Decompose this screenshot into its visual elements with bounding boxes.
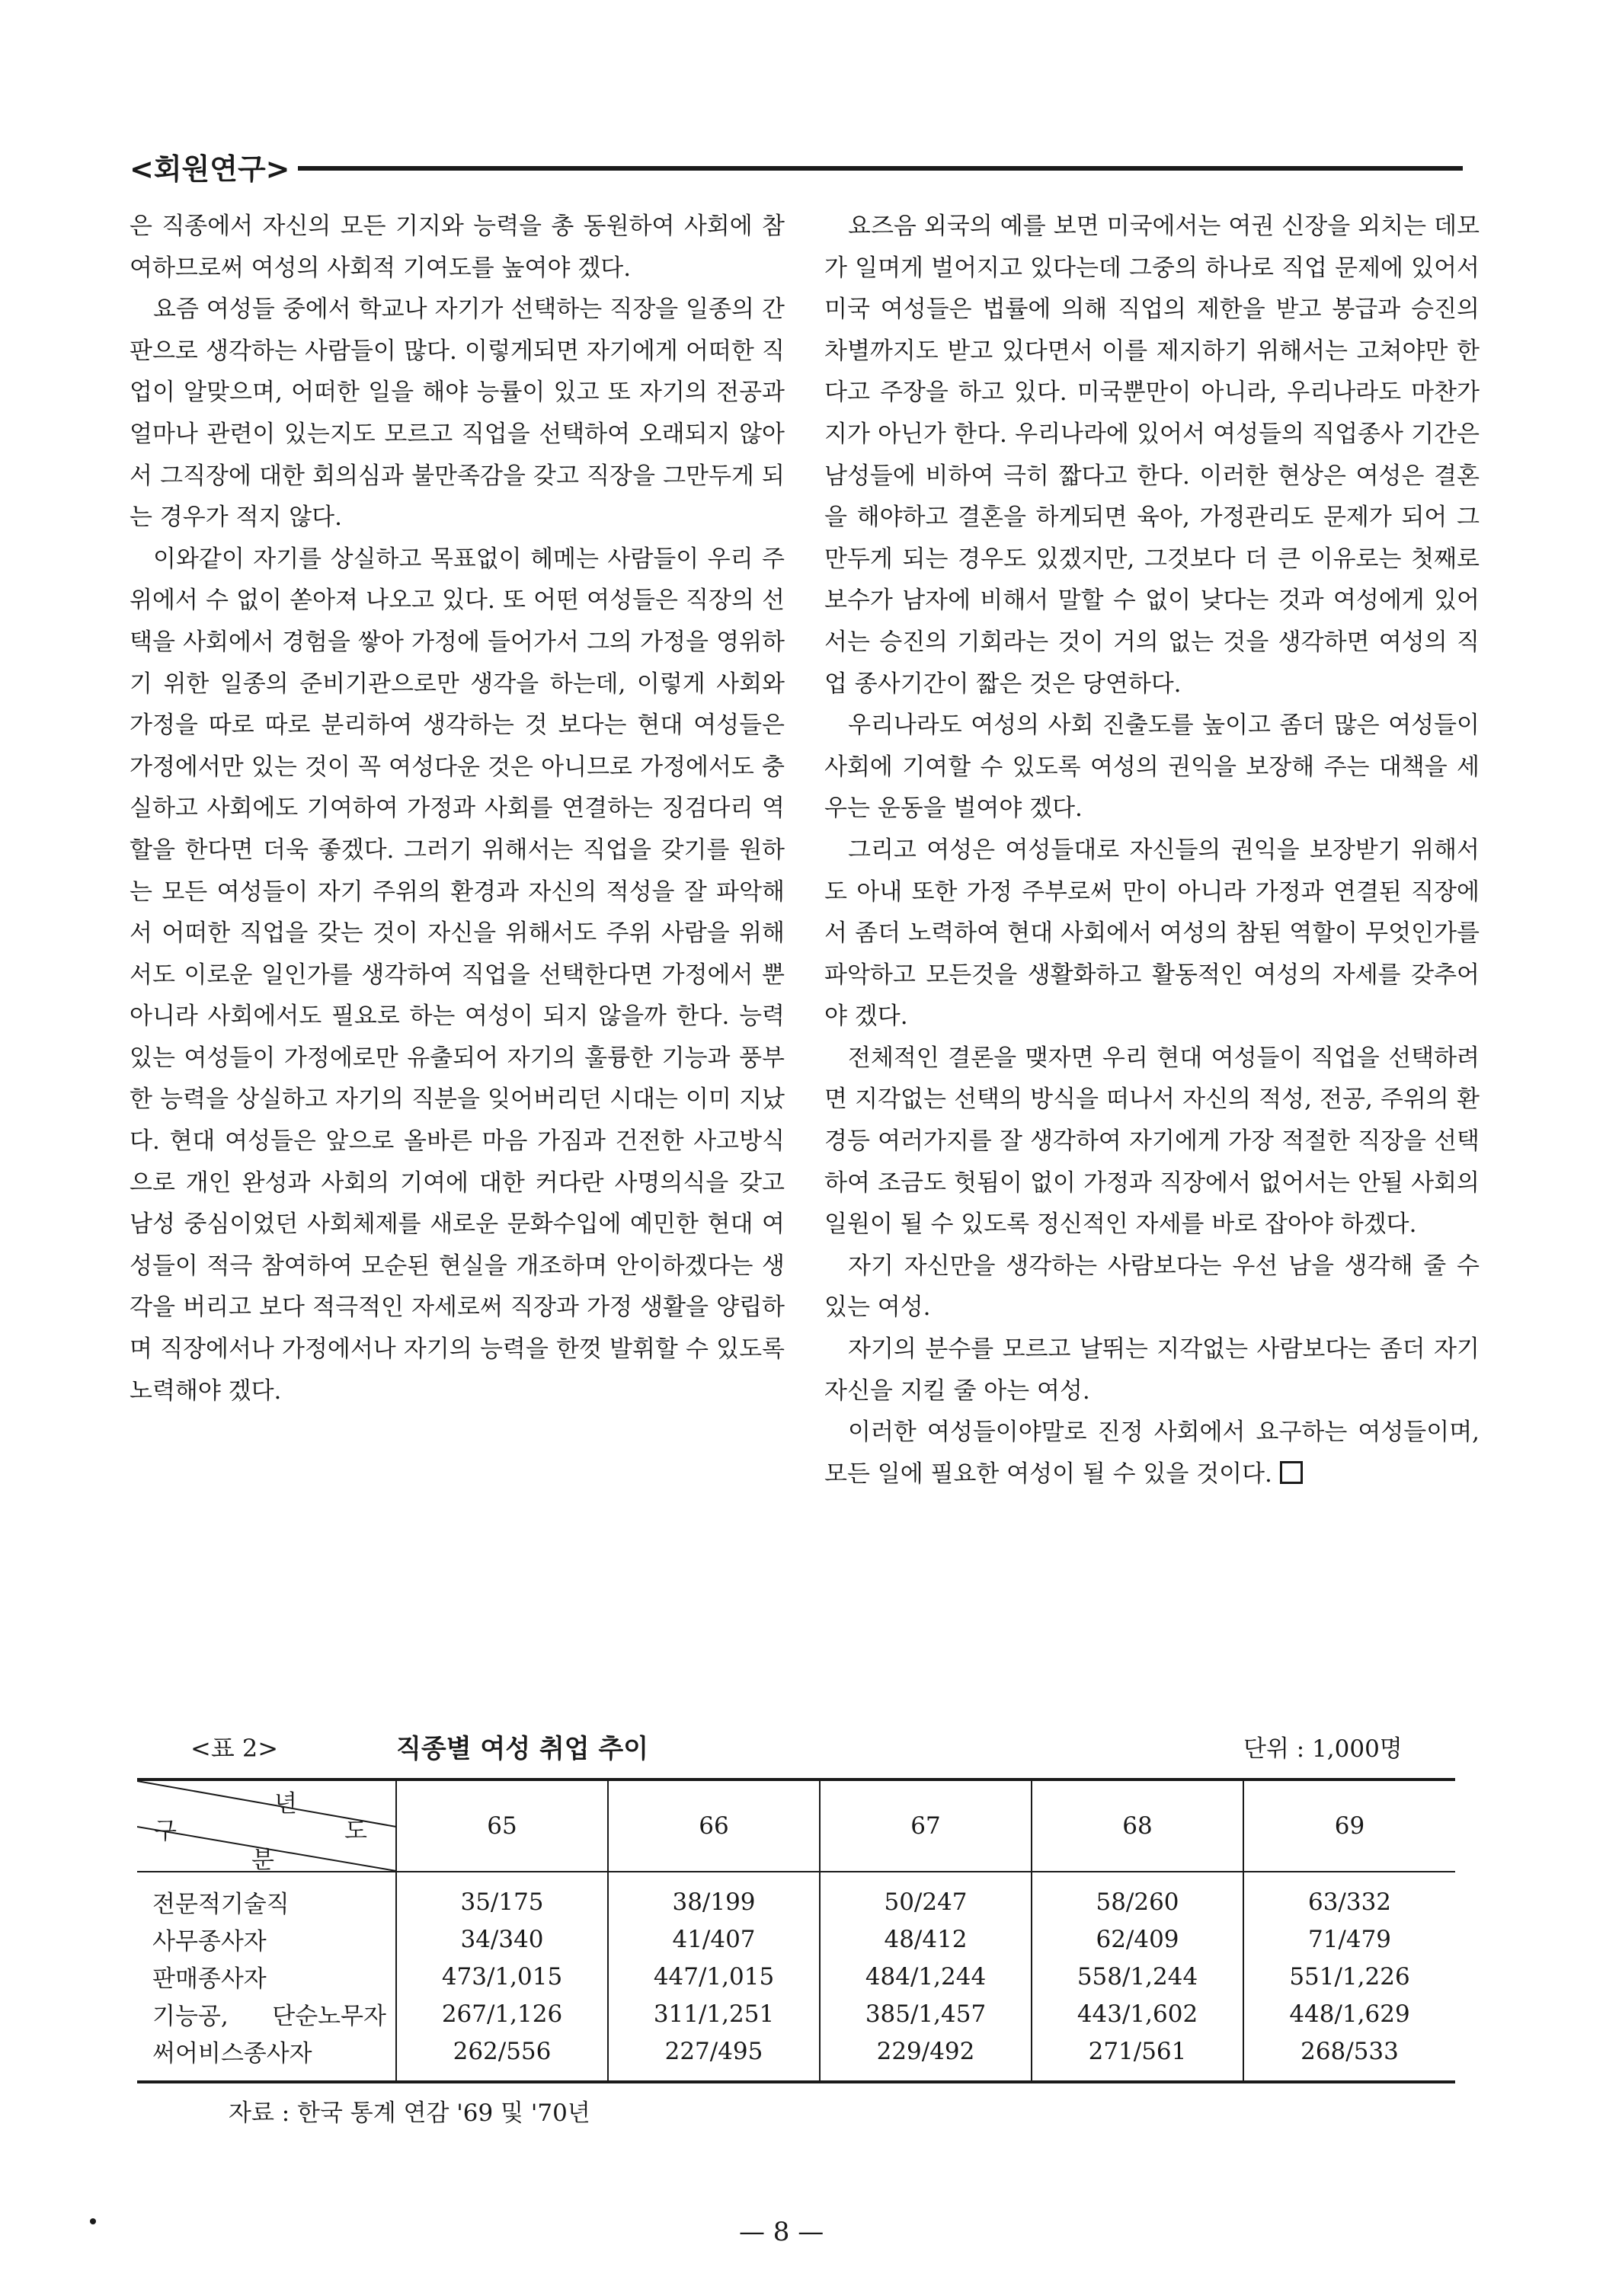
section-label: <회원연구>: [130, 152, 290, 186]
corner-label-top: 년: [274, 1790, 297, 1818]
paragraph: [824, 1412, 1480, 1495]
table-cell: 71/479: [1243, 1920, 1455, 1958]
paragraph: 전체적인 결론을 맺자면 우리 현대 여성들이 직업을 선택하려면 지각없는 선택의 방식을 떠나서 자신의 적성, 전공, 주위의 환경등 여러가지를 잘 생각하여 자기에게 가장 적절한 직장을 선택하여 조금도 헛됨이 없이 가정과 직장에서 없어서는 안될 사회의 일원이 될 수 있도록 정신적인 자세를 바로 잡아야 하겠다.: [824, 1044, 1480, 1239]
table-source: 자료 : 한국 통계 연감 '69 및 '70년: [229, 2099, 590, 2127]
table-cell: 58/260: [1032, 1872, 1243, 1920]
paragraph: 은 직종에서 자신의 모든 기지와 능력을 총 동원하여 사회에 참여하므로써 여성의 사회적 기여도를 높여야 겠다.: [130, 213, 785, 282]
page-number: — 8 —: [739, 2217, 824, 2247]
row-label: 판매종사자: [152, 1965, 267, 1993]
table-cell: 50/247: [820, 1872, 1032, 1920]
table-cell: 63/332: [1243, 1872, 1455, 1920]
table-corner-cell: [137, 1780, 396, 1872]
table-cell: 38/199: [608, 1872, 820, 1920]
paragraph: 그리고 여성은 여성들대로 자신들의 권익을 보장받기 위해서도 아내 또한 가정 주부로써 만이 아니라 가정과 연결된 직장에서 좀더 노력하여 현대 사회에서 여성의 참된 역할이 무엇인가를 파악하고 모든것을 생활화하고 활동적인 여성의 자세를 갖추어야 겠다.: [824, 836, 1480, 1031]
table-cell: 558/1,244: [1032, 1958, 1243, 1995]
paragraph: 요즈음 외국의 예를 보면 미국에서는 여권 신장을 외치는 데모가 일며게 벌어지고 있다는데 그중의 하나로 직업 문제에 있어서 미국 여성들은 법률에 의해 직업의 제한을 받고 봉급과 승진의 차별까지도 받고 있다면서 이를 제지하기 위해서는 고쳐야만 한다고 주장을 하고 있다. 미국뿐만이 아니라, 우리나라도 마찬가지가 아닌가 한다. 우리나라에 있어서 여성들의 직업종사 기간은 남성들에 비하여 극히 짧다고 한다. 이러한 현상은 여성은 결혼을 해야하고 결혼을 하게되면 육아, 가정관리도 문제가 되어 그만두게 되는 경우도 있겠지만, 그것보다 더 큰 이유로는 첫째로 보수가 남자에 비해서 말할 수 없이 낮다는 것과 여성에게 있어서는 승진의 기회라는 것이 거의 없는 것을 생각하면 여성의 직업 종사기간이 짧은 것은 당연하다.: [824, 213, 1480, 698]
year-header: 67: [820, 1780, 1032, 1872]
row-label: 전문적기술직: [152, 1891, 290, 1918]
row-label: 사무종사자: [152, 1928, 267, 1955]
table-cell: 385/1,457: [820, 1995, 1032, 2032]
table-cell: 229/492: [820, 2032, 1032, 2082]
right-column: [824, 206, 1480, 1495]
year-header: 68: [1032, 1780, 1243, 1872]
table-cell: 473/1,015: [396, 1958, 608, 1995]
table-cell: 34/340: [396, 1920, 608, 1958]
table-cell: 484/1,244: [820, 1958, 1032, 1995]
end-mark-square-icon: [1280, 1461, 1303, 1484]
closing-paragraph-text: 이러한 여성들이야말로 진정 사회에서 요구하는 여성들이며, 모든 일에 필요한 여성이 될 수 있을 것이다.: [824, 1418, 1480, 1488]
paragraph: 이와같이 자기를 상실하고 목표없이 헤메는 사람들이 우리 주위에서 수 없이 쏟아져 나오고 있다. 또 어떤 여성들은 직장의 선택을 사회에서 경험을 쌓아 가정에 들어가서 그의 가정을 영위하기 위한 일종의 준비기관으로만 생각을 하는데, 이렇게 사회와 가정을 따로 따로 분리하여 생각하는 것 보다는 현대 여성들은 가정에서만 있는 것이 꼭 여성다운 것은 아니므로 가정에서도 충실하고 사회에도 기여하여 가정과 사회를 연결하는 징검다리 역할을 한다면 더욱 좋겠다. 그러기 위해서는 직업을 갖기를 원하는 모든 여성들이 자기 주위의 환경과 자신의 적성을 잘 파악해서 어떠한 직업을 갖는 것이 자신을 위해서도 주위 사람을 위해서도 이로운 일인가를 생각하여 직업을 선택한다면 가정에서 뿐 아니라 사회에서도 필요로 하는 여성이 되지 않을까 한다. 능력있는 여성들이 가정에로만 유출되어 자기의 훌륭한 기능과 풍부한 능력을 상실하고 자기의 직분을 잊어버리던 시대는 이미 지났다. 현대 여성들은 앞으로 올바른 마음 가짐과 건전한 사고방식으로 개인 완성과 사회의 기여에 대한 커다란 사명의식을 갖고 남성 중심이었던 사회체제를 새로운 문화수입에 예민한 현대 여성들이 적극 참여하여 모순된 현실을 개조하며 안이하겠다는 생각을 버리고 보다 적극적인 자세로써 직장과 가정 생활을 양립하며 직장에서나 가정에서나 자기의 능력을 한껏 발휘할 수 있도록 노력해야 겠다.: [130, 545, 785, 1405]
margin-dot: [90, 2218, 96, 2224]
table-cell: 443/1,602: [1032, 1995, 1243, 2032]
section-header: [130, 143, 1463, 189]
table-cell: 48/412: [820, 1920, 1032, 1958]
table-cell: 62/409: [1032, 1920, 1243, 1958]
table-caption: <표 2>: [190, 1734, 279, 1763]
table-row: [137, 2032, 1455, 2082]
row-label: 써어비스종사자: [152, 2040, 312, 2067]
table-cell: 448/1,629: [1243, 1995, 1455, 2032]
table-row: [137, 1995, 1455, 2032]
table-cell: 311/1,251: [608, 1995, 820, 2032]
table-cell: 41/407: [608, 1920, 820, 1958]
corner-label-right: 도: [344, 1818, 367, 1845]
corner-label-bottom: 분: [251, 1847, 274, 1874]
employment-table: [137, 1778, 1455, 2083]
corner-label-left: 구: [154, 1818, 177, 1845]
table-cell: 35/175: [396, 1872, 608, 1920]
table-row: [137, 1872, 1455, 1920]
paragraph: 요즘 여성들 중에서 학교나 자기가 선택하는 직장을 일종의 간판으로 생각하는 사람들이 많다. 이렇게되면 자기에게 어떠한 직업이 알맞으며, 어떠한 일을 해야 능률이 있고 또 자기의 전공과 얼마나 관련이 있는지도 모르고 직업을 선택하여 오래되지 않아서 그직장에 대한 회의심과 불만족감을 갖고 직장을 그만두게 되는 경우가 적지 않다.: [130, 296, 785, 532]
row-label: 기능공, 단순노무자: [152, 2003, 386, 2030]
table-cell: 551/1,226: [1243, 1958, 1455, 1995]
header-rule: [298, 166, 1463, 171]
table-title: 직종별 여성 취업 추이: [396, 1734, 649, 1764]
paragraph: 우리나라도 여성의 사회 진출도를 높이고 좀더 많은 여성들이 사회에 기여할 수 있도록 여성의 권익을 보장해 주는 대책을 세우는 운동을 벌여야 겠다.: [824, 712, 1480, 823]
paragraph: 자기의 분수를 모르고 날뛰는 지각없는 사람보다는 좀더 자기 자신을 지킬 줄 아는 여성.: [824, 1335, 1480, 1405]
table-cell: 267/1,126: [396, 1995, 608, 2032]
table-header-row: [137, 1780, 1455, 1872]
table-cell: 447/1,015: [608, 1958, 820, 1995]
table-cell: 268/533: [1243, 2032, 1455, 2082]
year-header: 65: [396, 1780, 608, 1872]
table-cell: 227/495: [608, 2032, 820, 2082]
table-row: [137, 1920, 1455, 1958]
year-header: 69: [1243, 1780, 1455, 1872]
table-row: [137, 1958, 1455, 1995]
table-cell: 262/556: [396, 2032, 608, 2082]
table-unit: 단위 : 1,000명: [1243, 1735, 1403, 1763]
paragraph: 자기 자신만을 생각하는 사람보다는 우선 남을 생각해 줄 수 있는 여성.: [824, 1252, 1480, 1322]
year-header: 66: [608, 1780, 820, 1872]
left-column: [130, 206, 785, 1412]
table-cell: 271/561: [1032, 2032, 1243, 2082]
